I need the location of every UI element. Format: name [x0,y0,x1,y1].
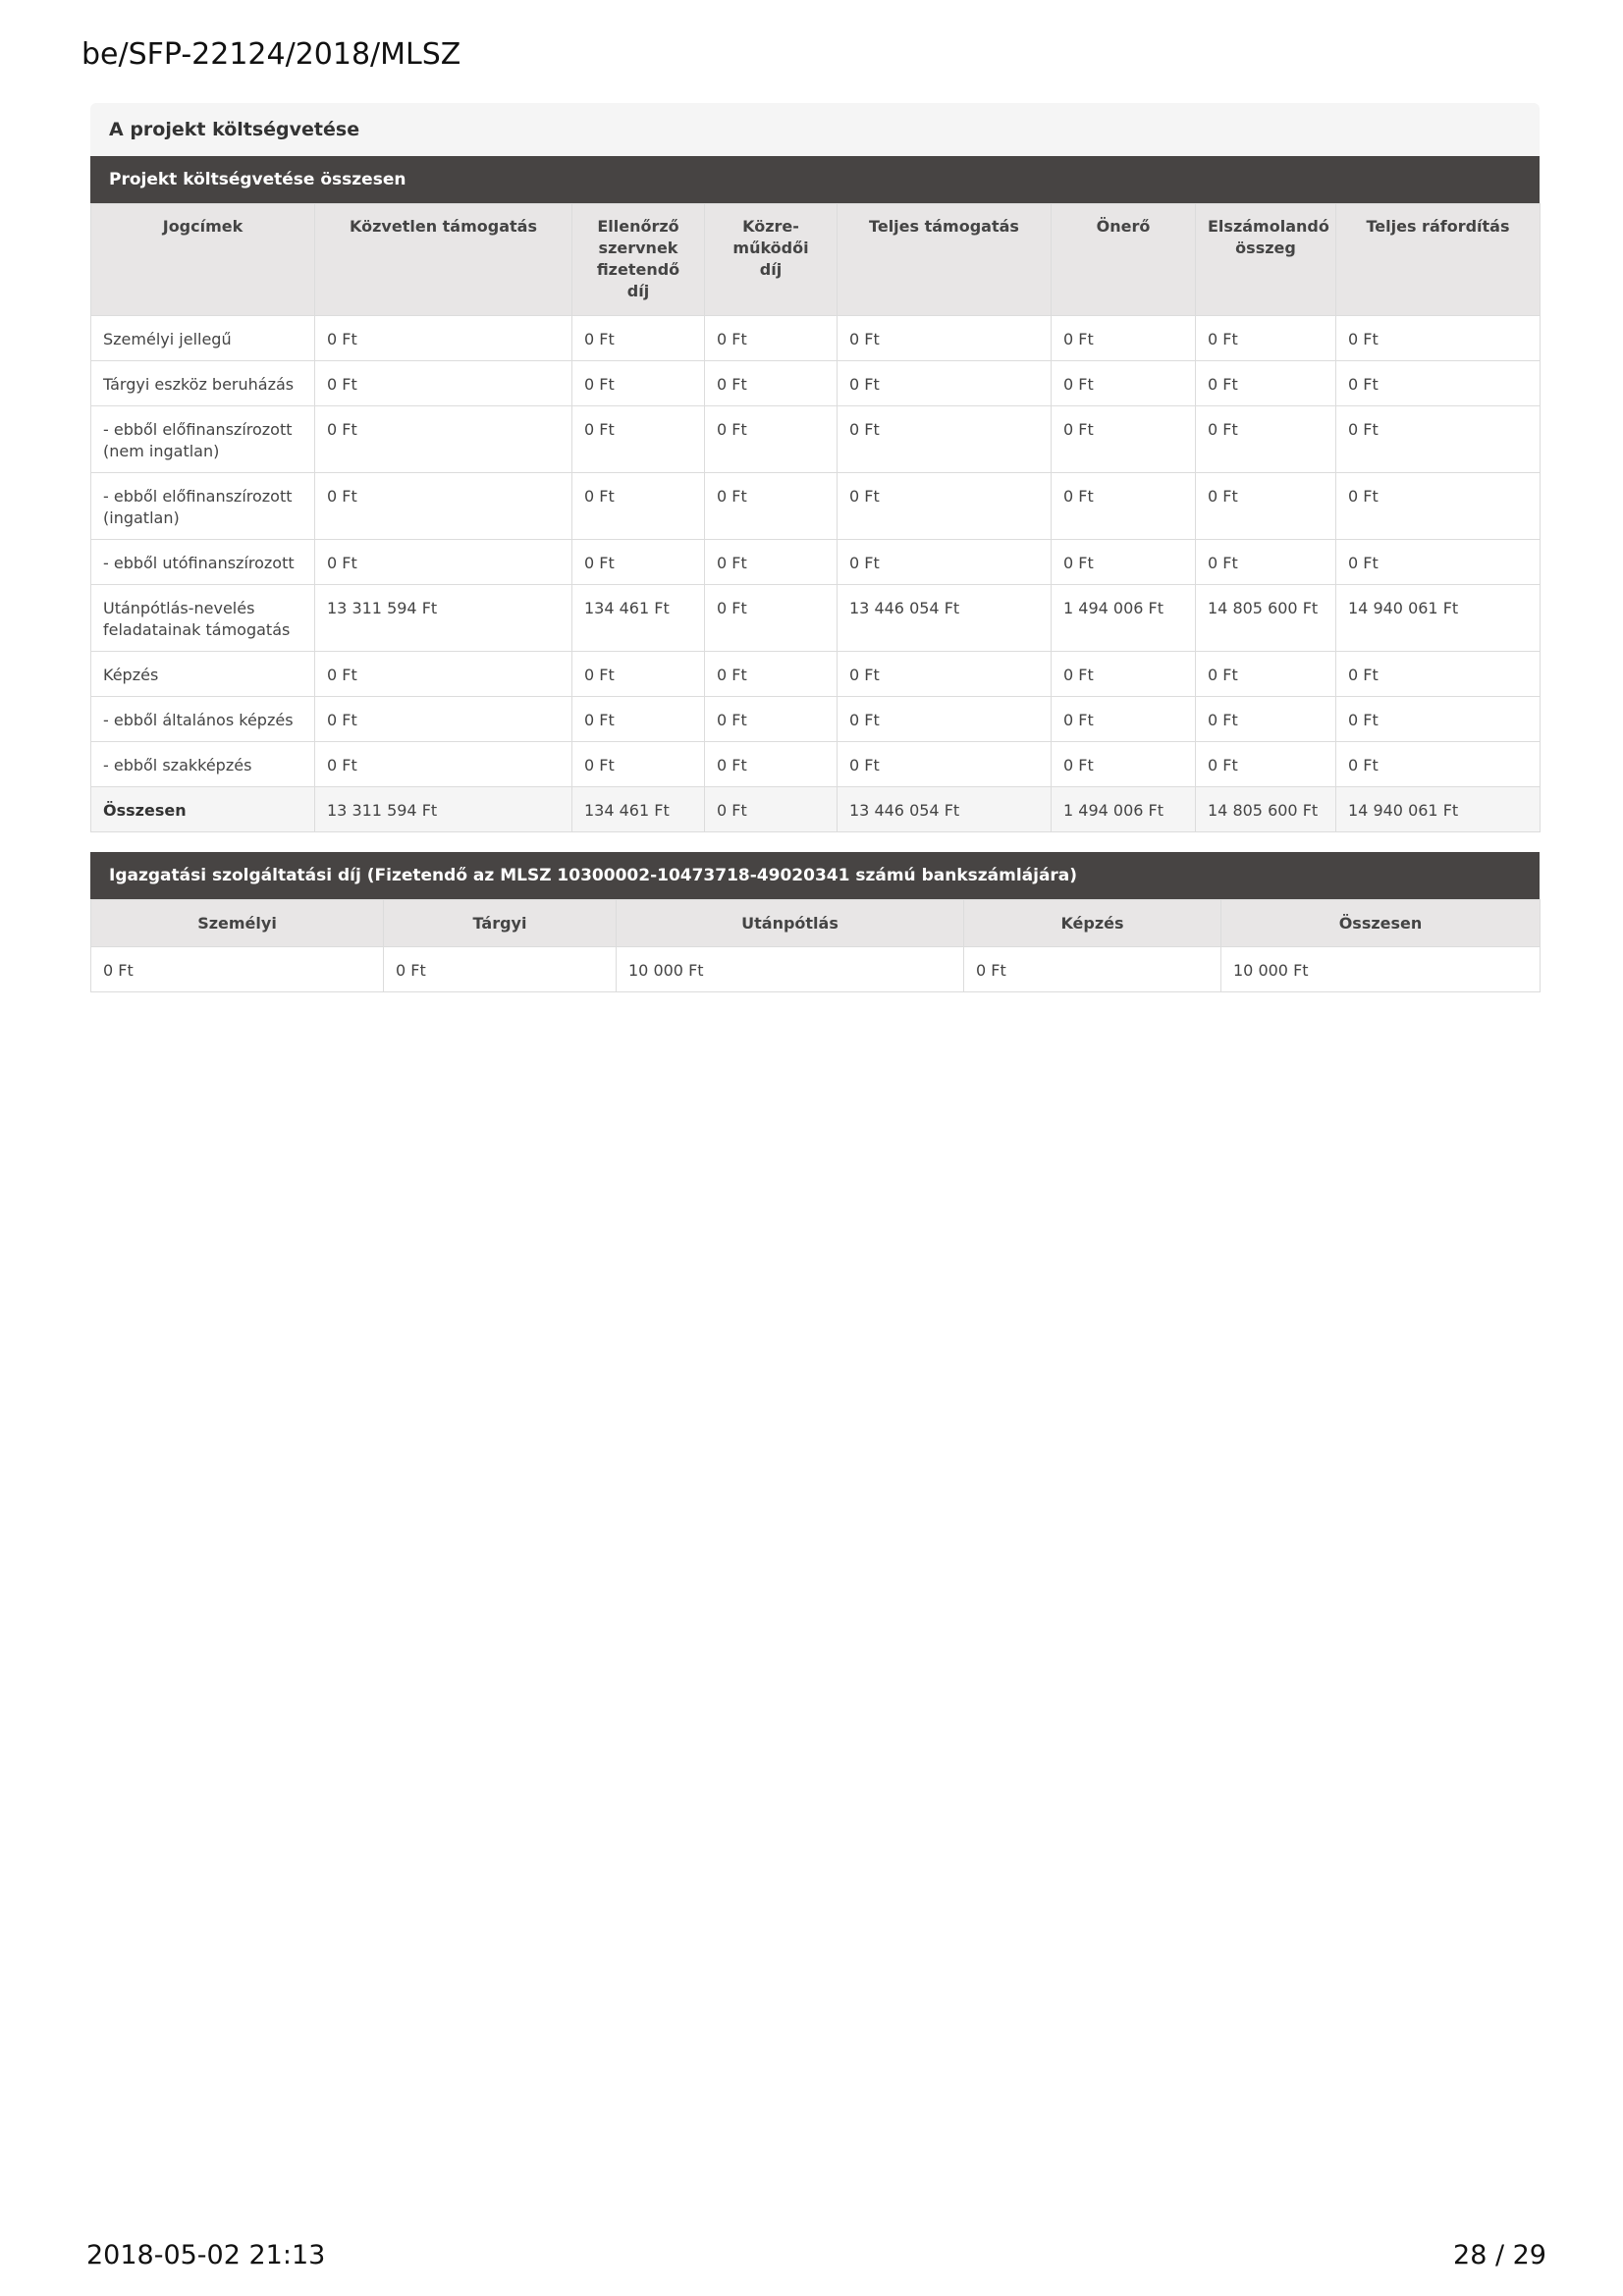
fee-panel [90,852,1540,992]
cell: 0 Ft [315,652,572,697]
col-ellenorzo-dij: Ellenőrző szervnek fizetendő díj [572,204,705,316]
cell: 0 Ft [705,787,838,832]
row-label: - ebből utófinanszírozott [91,540,315,585]
table-row [91,742,1541,787]
budget-panel [90,156,1540,832]
cell: 14 940 061 Ft [1336,585,1541,652]
cell: 13 311 594 Ft [315,787,572,832]
cell: 0 Ft [1196,540,1336,585]
cell: 0 Ft [1196,316,1336,361]
row-label: - ebből előfinanszírozott (nem ingatlan) [91,406,315,473]
cell: 0 Ft [705,316,838,361]
cell: 14 940 061 Ft [1336,787,1541,832]
row-label: Utánpótlás-nevelés feladatainak támogatás [91,585,315,652]
cell: 0 Ft [1336,406,1541,473]
cell: 14 805 600 Ft [1196,787,1336,832]
cell: 0 Ft [572,316,705,361]
total-label: Összesen [91,787,315,832]
cell: 0 Ft [315,742,572,787]
cell: 0 Ft [384,947,617,992]
cell: 0 Ft [838,652,1052,697]
cell: 1 494 006 Ft [1052,787,1196,832]
cell: 0 Ft [1052,697,1196,742]
cell: 134 461 Ft [572,787,705,832]
cell: 0 Ft [1336,361,1541,406]
cell: 0 Ft [838,540,1052,585]
cell: 134 461 Ft [572,585,705,652]
fee-panel-title: Igazgatási szolgáltatási díj (Fizetendő az MLSZ 10300002-10473718-49020341 számú bankszámlájára) [90,852,1540,899]
table-row [91,947,1541,992]
cell: 13 446 054 Ft [838,585,1052,652]
cell: 0 Ft [1052,652,1196,697]
cell: 0 Ft [838,316,1052,361]
page-number: 28 / 29 [1453,2240,1546,2270]
cell: 0 Ft [572,742,705,787]
table-row [91,585,1541,652]
row-label: Képzés [91,652,315,697]
cell: 0 Ft [838,406,1052,473]
cell: 0 Ft [705,473,838,540]
cell: 0 Ft [1196,742,1336,787]
cell: 0 Ft [838,697,1052,742]
table-row [91,406,1541,473]
cell: 0 Ft [705,697,838,742]
col-jogcimek: Jogcímek [91,204,315,316]
cell: 0 Ft [1052,361,1196,406]
cell: 0 Ft [1336,742,1541,787]
col-kozremukodoi-dij: Közre-működői díj [705,204,838,316]
cell: 0 Ft [705,361,838,406]
cell: 0 Ft [1052,316,1196,361]
cell: 10 000 Ft [1221,947,1541,992]
cell: 0 Ft [705,406,838,473]
cell: 0 Ft [315,361,572,406]
cell: 0 Ft [572,697,705,742]
cell: 13 311 594 Ft [315,585,572,652]
cell: 0 Ft [838,742,1052,787]
cell: 0 Ft [1336,316,1541,361]
cell: 14 805 600 Ft [1196,585,1336,652]
cell: 0 Ft [572,473,705,540]
cell: 0 Ft [838,361,1052,406]
col-elszamolando-osszeg: Elszámolandó összeg [1196,204,1336,316]
document-id: be/SFP-22124/2018/MLSZ [81,37,461,72]
cell: 0 Ft [1052,406,1196,473]
cell: 0 Ft [1196,361,1336,406]
cell: 13 446 054 Ft [838,787,1052,832]
cell: 0 Ft [964,947,1221,992]
table-row [91,540,1541,585]
cell: 0 Ft [838,473,1052,540]
cell: 1 494 006 Ft [1052,585,1196,652]
row-label: - ebből előfinanszírozott (ingatlan) [91,473,315,540]
cell: 0 Ft [1052,540,1196,585]
cell: 0 Ft [315,406,572,473]
cell: 0 Ft [91,947,384,992]
col-teljes-tamogatas: Teljes támogatás [838,204,1052,316]
cell: 0 Ft [315,473,572,540]
table-row [91,473,1541,540]
row-label: - ebből szakképzés [91,742,315,787]
cell: 0 Ft [315,697,572,742]
col-oneró: Önerő [1052,204,1196,316]
row-label: Személyi jellegű [91,316,315,361]
cell: 0 Ft [315,540,572,585]
col-kozvetlen-tamogatas: Közvetlen támogatás [315,204,572,316]
budget-header-row [91,204,1541,316]
fee-table [90,899,1541,992]
table-row [91,361,1541,406]
cell: 0 Ft [572,652,705,697]
cell: 0 Ft [1196,406,1336,473]
cell: 0 Ft [705,742,838,787]
col-utanpotlas: Utánpótlás [617,900,964,947]
table-row [91,697,1541,742]
cell: 0 Ft [1052,742,1196,787]
cell: 0 Ft [1052,473,1196,540]
table-row [91,652,1541,697]
cell: 0 Ft [572,361,705,406]
cell: 0 Ft [705,652,838,697]
col-osszesen: Összesen [1221,900,1541,947]
footer-datetime: 2018-05-02 21:13 [86,2240,326,2270]
cell: 0 Ft [1196,697,1336,742]
cell: 10 000 Ft [617,947,964,992]
table-row [91,316,1541,361]
cell: 0 Ft [705,540,838,585]
budget-table [90,203,1541,832]
cell: 0 Ft [572,540,705,585]
col-teljes-raforditas: Teljes ráfordítás [1336,204,1541,316]
cell: 0 Ft [705,585,838,652]
cell: 0 Ft [1336,652,1541,697]
row-label: - ebből általános képzés [91,697,315,742]
col-targyi: Tárgyi [384,900,617,947]
cell: 0 Ft [1336,697,1541,742]
section-title: A projekt költségvetése [90,103,1540,156]
row-label: Tárgyi eszköz beruházás [91,361,315,406]
col-szemelyi: Személyi [91,900,384,947]
cell: 0 Ft [315,316,572,361]
cell: 0 Ft [1196,652,1336,697]
cell: 0 Ft [572,406,705,473]
cell: 0 Ft [1336,540,1541,585]
fee-header-row [91,900,1541,947]
cell: 0 Ft [1336,473,1541,540]
col-kepzes: Képzés [964,900,1221,947]
cell: 0 Ft [1196,473,1336,540]
budget-panel-title: Projekt költségvetése összesen [90,156,1540,203]
total-row [91,787,1541,832]
